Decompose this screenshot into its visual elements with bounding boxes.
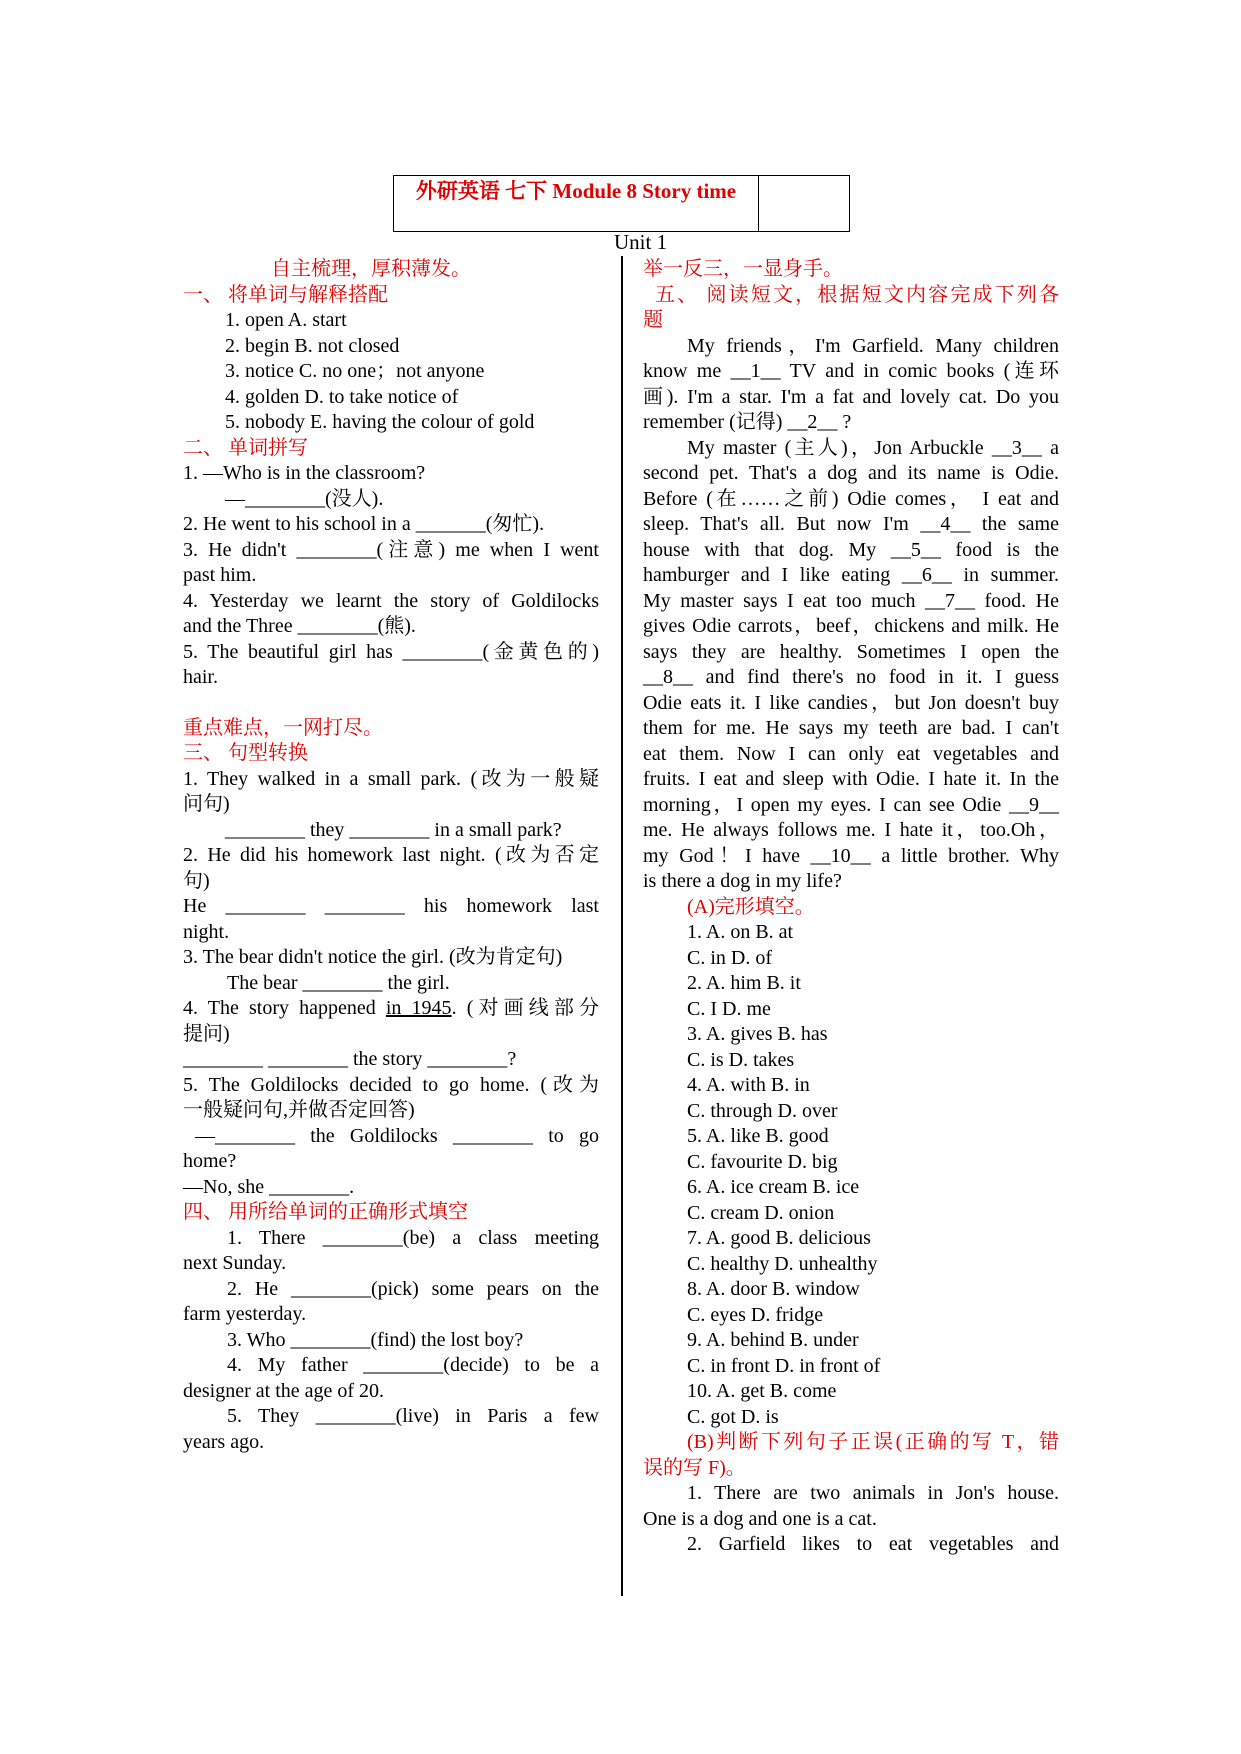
part-b-heading-cont: 误的写 F)。 <box>643 1456 746 1479</box>
question-line: ________ they ________ in a small park? <box>225 818 562 841</box>
right-column <box>643 257 1059 1558</box>
question-line: 3. The bear didn't notice the girl. (改为肯定句) <box>183 946 563 968</box>
section-intro: 自主梳理，厚积薄发。 <box>271 258 471 280</box>
option-line: C. healthy D. unhealthy <box>687 1252 878 1275</box>
option-line: C. in front D. in front of <box>687 1354 881 1377</box>
passage-line: eat them. Now I can only eat vegetables and <box>643 742 1059 765</box>
tf-line: 1. There are two animals in Jon's house. <box>687 1482 1059 1504</box>
question-line: 4. My father ________(decide) to be a <box>227 1354 599 1376</box>
column-divider <box>621 256 623 1596</box>
passage-line: gives Odie carrots，beef，chickens and milk. He <box>643 615 1059 637</box>
question-line: 2. He did his homework last night. (改为否定 <box>183 844 599 866</box>
passage-line: Odie eats it. I like candies，but Jon doesn't buy <box>643 691 1059 714</box>
option-line: 4. A. with B. in <box>687 1074 810 1096</box>
option-line: C. through D. over <box>687 1099 838 1122</box>
passage-line: fruits. I eat and sleep with Odie. I hate it. In the <box>643 768 1059 790</box>
option-line: C. eyes D. fridge <box>687 1303 824 1326</box>
question-line: and the Three ________(熊). <box>183 615 416 637</box>
option-line: 10. A. get B. come <box>687 1380 837 1402</box>
passage-line: second pet. That's a dog and its name is Odie. <box>643 462 1059 484</box>
passage-line: remember (记得) __2__ ? <box>643 411 852 433</box>
section-heading: 五、 阅读短文，根据短文内容完成下列各 <box>655 283 1059 306</box>
question-line: past him. <box>183 564 257 586</box>
question-line: night. <box>183 920 230 943</box>
section-heading: 一、 将单词与解释搭配 <box>183 283 388 306</box>
question-line: The bear ________ the girl. <box>227 971 450 994</box>
section-intro: 举一反三，一显身手。 <box>643 258 843 280</box>
passage-line: Before (在……之前) Odie comes， I eat and <box>643 487 1059 510</box>
part-b-heading: (B)判断下列句子正误(正确的写 T，错 <box>687 1431 1059 1453</box>
page-title: 外研英语 七下 Module 8 Story time <box>415 179 737 203</box>
question-line: 2. He ________(pick) some pears on the <box>227 1277 599 1300</box>
question-line: 5. The beautiful girl has ________(金黄色的) <box>183 640 599 663</box>
question-line: 3. Who ________(find) the lost boy? <box>227 1328 524 1351</box>
option-line: C. cream D. onion <box>687 1201 835 1224</box>
question-line: 问句) <box>183 793 230 815</box>
match-item: 5. nobody E. having the colour of gold <box>225 411 535 433</box>
question-line: 4. Yesterday we learnt the story of Goldilocks <box>183 589 599 612</box>
option-line: 7. A. good B. delicious <box>687 1227 871 1249</box>
match-item: 1. open A. start <box>225 309 347 331</box>
option-line: 1. A. on B. at <box>687 921 794 943</box>
question-line: —No, she ________. <box>183 1175 355 1198</box>
question-line: ________ ________ the story ________? <box>183 1048 517 1070</box>
q4-pre: 4. The story happened <box>183 997 386 1019</box>
part-a-heading: (A)完形填空。 <box>687 895 815 918</box>
section-intro: 重点难点，一网打尽。 <box>183 716 383 739</box>
question-line: 1. —Who is in the classroom? <box>183 462 426 484</box>
question-line: 5. The Goldilocks decided to go home. (改为 <box>183 1073 599 1096</box>
passage-line: them for me. He says my teeth are bad. I can't <box>643 717 1059 739</box>
section-heading: 三、 句型转换 <box>183 742 308 764</box>
question-line: 5. They ________(live) in Paris a few <box>227 1405 599 1427</box>
question-line: 1. They walked in a small park. (改为一般疑 <box>183 767 599 790</box>
option-line: C. I D. me <box>687 997 771 1020</box>
match-item: 3. notice C. no one；not anyone <box>225 360 485 382</box>
passage-line: morning，I open my eyes. I can see Odie __9__ <box>643 793 1059 816</box>
q4-post: . (对画线部分 <box>451 997 599 1019</box>
section-heading-cont: 题 <box>643 309 663 331</box>
question-line: home? <box>183 1150 237 1172</box>
passage-line: 画). I'm a star. I'm a fat and lovely cat. Do you <box>643 385 1059 408</box>
passage-line: My master (主人)，Jon Arbuckle __3__ a <box>687 436 1059 459</box>
passage-line: sleep. That's all. But now I'm __4__ the same <box>643 513 1059 535</box>
q4-underlined: in 1945 <box>385 997 452 1019</box>
passage-line: me. He always follows me. I hate it，too.Oh， <box>643 819 1059 841</box>
passage-line: house with that dog. My __5__ food is the <box>643 538 1059 561</box>
option-line: 2. A. him B. it <box>687 972 801 994</box>
option-line: 5. A. like B. good <box>687 1125 829 1147</box>
question-line <box>183 996 599 1022</box>
passage-line: My master says I eat too much __7__ food. He <box>643 589 1059 612</box>
option-line: 6. A. ice cream B. ice <box>687 1176 860 1198</box>
left-column <box>183 257 599 1455</box>
option-line: C. favourite D. big <box>687 1150 838 1173</box>
option-line: C. got D. is <box>687 1405 779 1428</box>
question-line: designer at the age of 20. <box>183 1379 385 1402</box>
question-line: years ago. <box>183 1430 265 1453</box>
option-line: C. in D. of <box>687 946 772 969</box>
question-line: next Sunday. <box>183 1252 287 1274</box>
option-line: 3. A. gives B. has <box>687 1023 828 1045</box>
passage-line: __8__ and find there's no food in it. I guess <box>643 666 1059 688</box>
option-line: 8. A. door B. window <box>687 1278 860 1300</box>
passage-line: my God！I have __10__ a little brother. Why <box>643 844 1059 867</box>
question-line: 句) <box>183 869 210 892</box>
question-line: He ________ ________ his homework last <box>183 895 599 917</box>
tf-line: One is a dog and one is a cat. <box>643 1507 877 1530</box>
section-heading: 二、 单词拼写 <box>183 436 308 459</box>
match-item: 4. golden D. to take notice of <box>225 385 459 408</box>
passage-line: My friends，I'm Garfield. Many children <box>687 334 1059 357</box>
question-line: 一般疑问句,并做否定回答) <box>183 1099 415 1121</box>
unit-label: Unit 1 <box>614 230 668 254</box>
passage-line: says they are healthy. Sometimes I open the <box>643 640 1059 663</box>
match-item: 2. begin B. not closed <box>225 334 400 357</box>
question-line: hair. <box>183 666 218 688</box>
question-line: farm yesterday. <box>183 1303 307 1325</box>
option-line: C. is D. takes <box>687 1048 795 1071</box>
question-line: 提问) <box>183 1022 230 1045</box>
passage-line: know me __1__ TV and in comic books (连环 <box>643 360 1059 382</box>
question-line: —________(没人). <box>225 487 384 510</box>
question-line: 3. He didn't ________(注意) me when I went <box>183 538 599 561</box>
question-line: —________ the Goldilocks ________ to go <box>195 1124 599 1147</box>
option-line: 9. A. behind B. under <box>687 1329 859 1351</box>
question-line: 1. There ________(be) a class meeting <box>227 1226 599 1249</box>
section-heading: 四、 用所给单词的正确形式填空 <box>183 1201 468 1223</box>
title-box <box>393 175 850 232</box>
passage-line: is there a dog in my life? <box>643 870 842 892</box>
passage-line: hamburger and I like eating __6__ in summer. <box>643 564 1059 586</box>
title-box-divider <box>758 176 759 231</box>
tf-line: 2. Garfield likes to eat vegetables and <box>687 1533 1059 1555</box>
question-line: 2. He went to his school in a _______(匆忙). <box>183 513 545 535</box>
